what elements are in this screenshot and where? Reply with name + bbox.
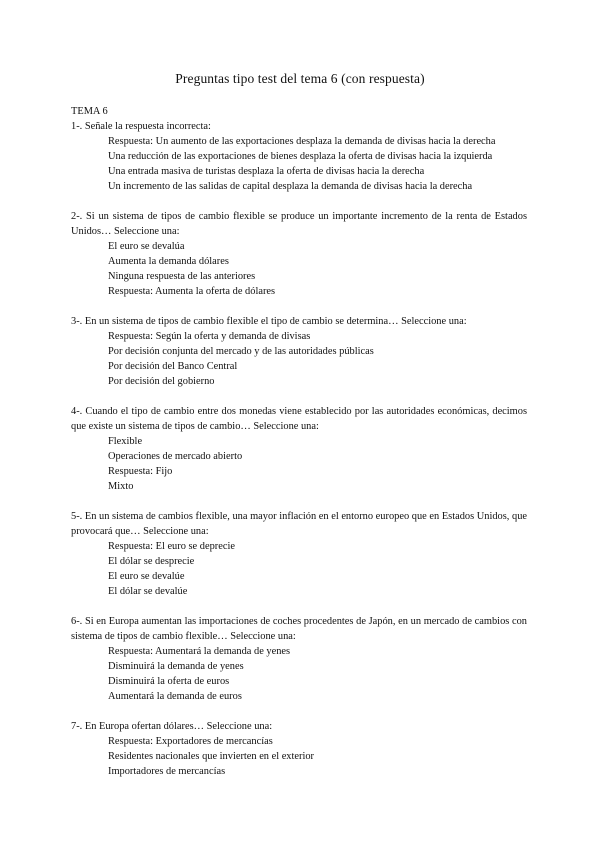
answer-option: Respuesta: Aumentará la demanda de yenes [108,646,291,657]
question-stem: 2-. Si un sistema de tipos de cambio flexible se produce un importante incremento de la renta de Estados Unidos… Seleccione una: [71,211,527,237]
answer-option: Aumenta la demanda dólares [108,256,229,267]
answer-option: Operaciones de mercado abierto [108,451,243,462]
answer-option: Por decisión del Banco Central [108,361,238,372]
question-stem: 6-. Si en Europa aumentan las importaciones de coches procedentes de Japón, en un mercado de cambios con sistema de tipos de cambio flexible… Seleccione una: [71,616,527,642]
answer-option: Respuesta: Aumenta la oferta de dólares [108,286,276,297]
answer-option: El dólar se devalúe [108,586,188,597]
answer-option: Una reducción de las exportaciones de bienes desplaza la oferta de divisas hacia la izquierda [108,151,493,162]
answer-option: El dólar se desprecie [108,556,195,567]
question-6 [71,614,527,704]
answer-option: El euro se devalúe [108,571,185,582]
answer-option: Respuesta: Fijo [108,466,173,477]
answer-options [71,239,527,299]
answer-option: Residentes nacionales que invierten en el exterior [108,751,315,762]
answer-option: Respuesta: Exportadores de mercancías [108,736,273,747]
answer-option: Ninguna respuesta de las anteriores [108,271,256,282]
answer-option: Por decisión del gobierno [108,376,215,387]
question-2 [71,209,527,299]
answer-option: Respuesta: El euro se deprecie [108,541,235,552]
answer-option: Una entrada masiva de turistas desplaza la oferta de divisas hacia la derecha [108,166,425,177]
answer-option: Disminuirá la demanda de yenes [108,661,244,672]
document-body [71,104,527,779]
question-stem: 3-. En un sistema de tipos de cambio flexible el tipo de cambio se determina… Seleccione una: [71,316,467,327]
answer-option: Respuesta: Según la oferta y demanda de divisas [108,331,311,342]
answer-option: Flexible [108,436,143,447]
section-heading: TEMA 6 [71,106,108,117]
answer-option: Por decisión conjunta del mercado y de las autoridades públicas [108,346,374,357]
question-4 [71,404,527,494]
answer-options [71,539,527,599]
question-7 [71,719,527,779]
answer-option: Aumentará la demanda de euros [108,691,242,702]
question-stem: 4-. Cuando el tipo de cambio entre dos monedas viene establecido por las autoridades económicas, decimos que existe un sistema de tipos de cambio… Seleccione una: [71,406,527,432]
question-stem: 7-. En Europa ofertan dólares… Seleccione una: [71,721,273,732]
question-5 [71,509,527,599]
answer-options [71,644,527,704]
answer-option: Disminuirá la oferta de euros [108,676,230,687]
answer-option: Respuesta: Un aumento de las exportaciones desplaza la demanda de divisas hacia la derecha [108,136,496,147]
answer-options [71,734,527,779]
answer-option: El euro se devalúa [108,241,185,252]
answer-options [71,134,527,194]
question-stem: 5-. En un sistema de cambios flexible, una mayor inflación en el entorno europeo que en Estados Unidos, que provocará que… Seleccione una: [71,511,527,537]
answer-options [71,329,527,389]
answer-option: Un incremento de las salidas de capital desplaza la demanda de divisas hacia la derecha [108,181,473,192]
answer-option: Mixto [108,481,134,492]
answer-option: Importadores de mercancías [108,766,226,777]
answer-options [71,434,527,494]
question-1 [71,119,527,194]
question-3 [71,314,527,389]
document-title: Preguntas tipo test del tema 6 (con respuesta) [175,71,425,86]
question-stem: 1-. Señale la respuesta incorrecta: [71,121,211,132]
